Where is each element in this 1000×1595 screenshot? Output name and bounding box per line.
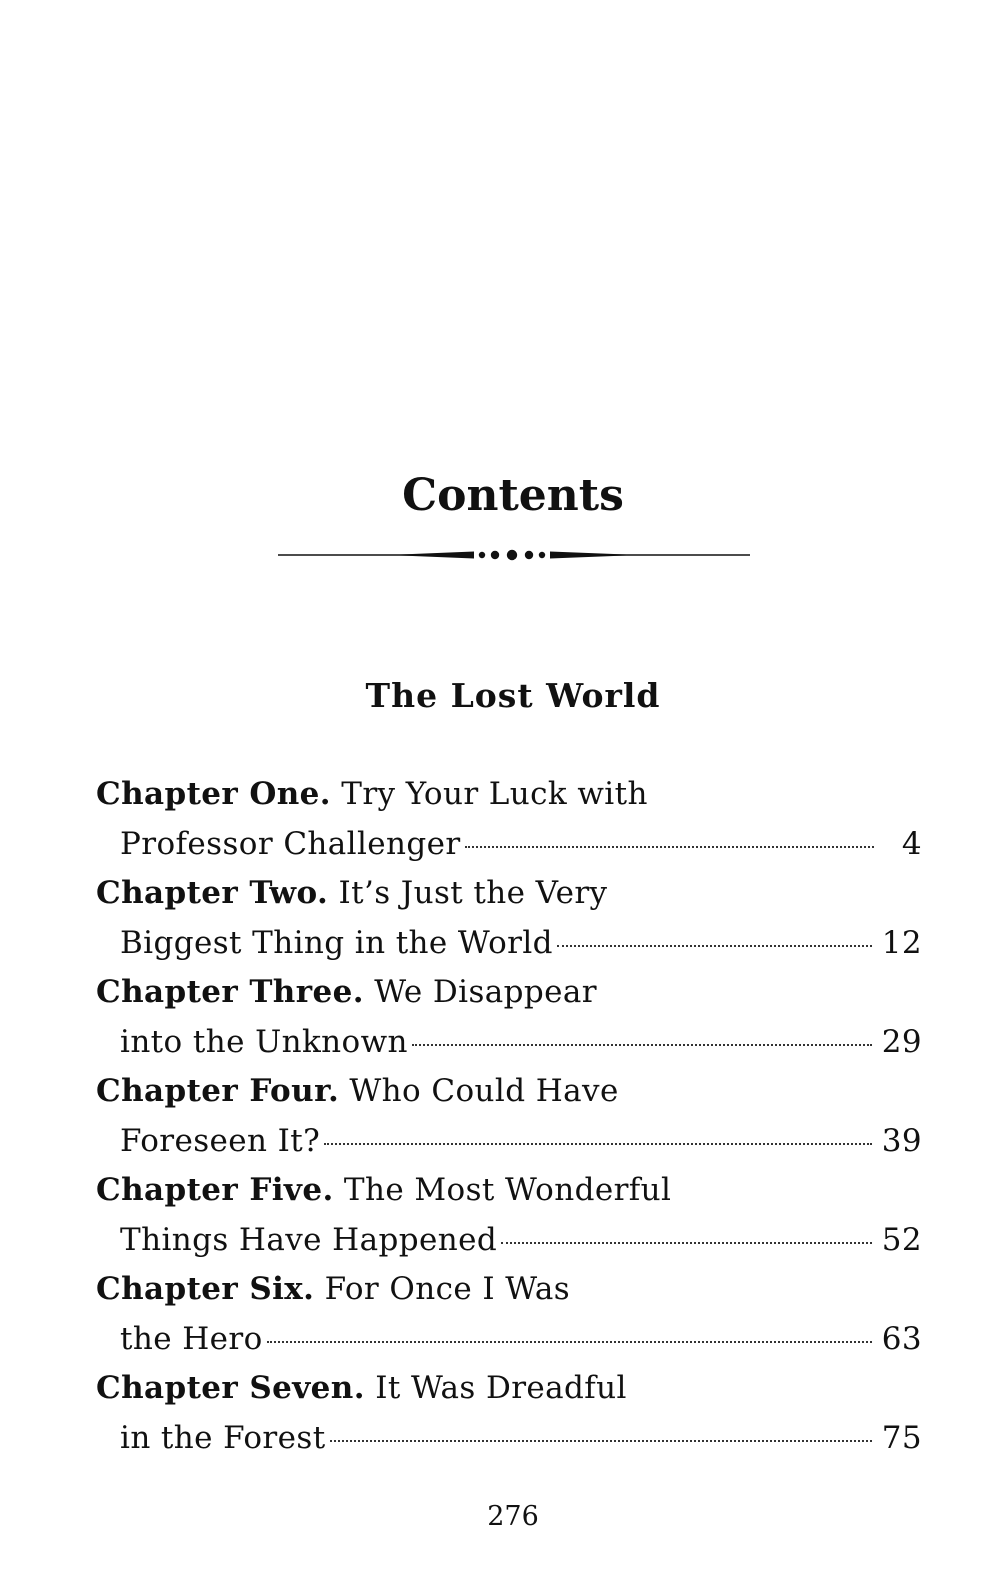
page-number: 39 (881, 1122, 922, 1159)
chapter-title-continued: Professor Challenger (120, 825, 461, 862)
chapter-title: The Most Wonderful (343, 1172, 672, 1208)
chapter-title: We Disappear (374, 974, 598, 1010)
toc-entry-line (96, 1265, 922, 1315)
dotted-rule-ornament-icon (278, 540, 750, 570)
page-number: 63 (881, 1320, 922, 1357)
folio-page-number: 276 (487, 1501, 539, 1532)
chapter-title-continued: in the Forest (120, 1419, 326, 1456)
chapter-title-continued: Foreseen It? (120, 1122, 321, 1159)
toc-entry-chapter-six[interactable] (96, 1265, 922, 1364)
chapter-title-continued: Biggest Thing in the World (120, 924, 553, 961)
toc-entry-chapter-three[interactable] (96, 968, 922, 1067)
page-number: 12 (881, 924, 922, 961)
chapter-title: For Once I Was (324, 1271, 571, 1307)
toc-entry-line (96, 968, 922, 1018)
dot-leader (465, 846, 874, 848)
toc-entry-line (96, 1414, 922, 1464)
chapter-title-continued: into the Unknown (120, 1023, 408, 1060)
page-number: 75 (881, 1419, 922, 1456)
toc-entry-line (96, 869, 922, 919)
toc-entry-chapter-five[interactable] (96, 1166, 922, 1265)
toc-entry-line (96, 1067, 922, 1117)
dot-leader (557, 945, 872, 947)
chapter-title-continued: the Hero (120, 1320, 263, 1357)
page-number: 4 (901, 825, 922, 862)
toc-entry-line (96, 1216, 922, 1266)
chapter-title: Who Could Have (349, 1073, 619, 1109)
toc-entry-line (96, 1166, 922, 1216)
toc-entry-line (96, 770, 922, 820)
chapter-label: Chapter Three. (96, 974, 364, 1010)
dot-leader (330, 1440, 872, 1442)
section-title: The Lost World (365, 676, 661, 715)
dot-leader (267, 1341, 872, 1343)
dot-leader (324, 1143, 872, 1145)
toc-entry-line (96, 1364, 922, 1414)
chapter-title-continued: Things Have Happened (120, 1221, 498, 1258)
toc-entry-chapter-four[interactable] (96, 1067, 922, 1166)
table-of-contents (96, 770, 922, 1463)
page-number: 29 (881, 1023, 922, 1060)
chapter-label: Chapter Four. (96, 1073, 340, 1109)
toc-entry-chapter-seven[interactable] (96, 1364, 922, 1463)
toc-entry-chapter-one[interactable] (96, 770, 922, 869)
page-number: 52 (881, 1221, 922, 1258)
toc-entry-line (96, 919, 922, 969)
toc-entry-line (96, 1117, 922, 1167)
chapter-label: Chapter Seven. (96, 1370, 365, 1406)
chapter-label: Chapter One. (96, 776, 331, 812)
dot-leader (501, 1242, 872, 1244)
toc-entry-line (96, 1315, 922, 1365)
dot-leader (412, 1044, 872, 1046)
toc-entry-line (96, 820, 922, 870)
chapter-title: It’s Just the Very (338, 875, 608, 911)
page-title: Contents (402, 470, 624, 521)
chapter-label: Chapter Six. (96, 1271, 315, 1307)
chapter-title: It Was Dreadful (375, 1370, 627, 1406)
toc-entry-chapter-two[interactable] (96, 869, 922, 968)
toc-entry-line (96, 1018, 922, 1068)
chapter-title: Try Your Luck with (341, 776, 648, 812)
chapter-label: Chapter Five. (96, 1172, 334, 1208)
chapter-label: Chapter Two. (96, 875, 329, 911)
